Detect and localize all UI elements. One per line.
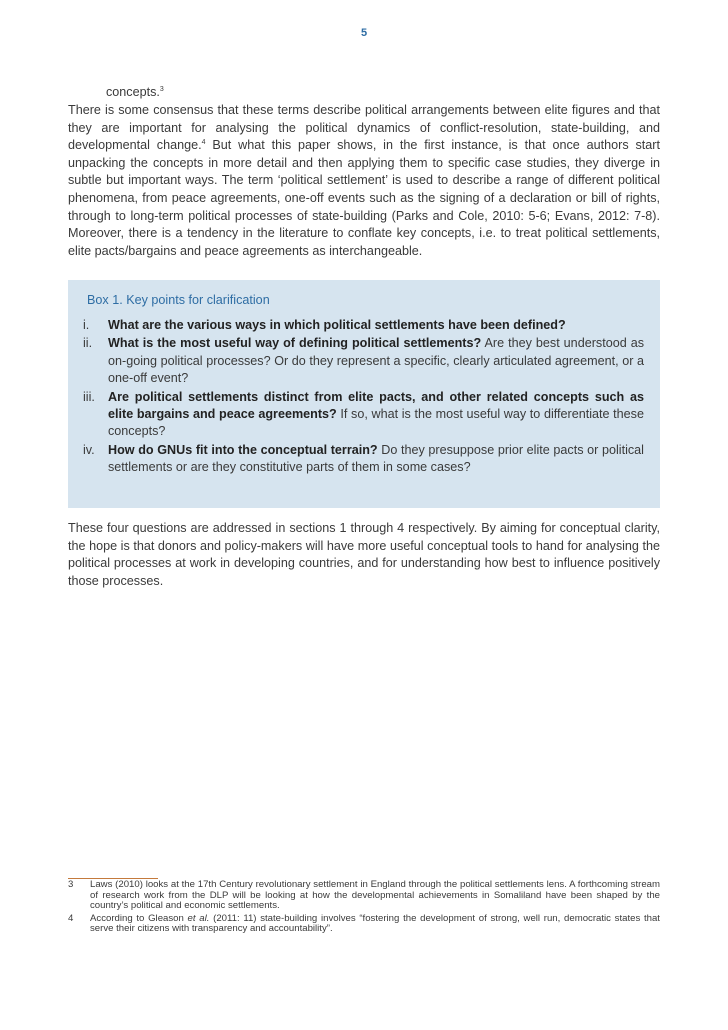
paragraph-intro-part2: But what this paper shows, in the first instance, is that once authors start unpacking the concepts in more detail and then applying them to specific case studies, they diverge in subtle but important ways. The term ‘political settlement’ is used to describe a range of different political phenomena, from peace agreements, one-off events such as the signing of a declaration or bill of rights, through to long-term political processes of state-building (Parks and Cole, 2010: 5-6; Evans, 2012: 7-8). Moreover, there is a tendency in the literature to conflate key concepts, i.e. to treat political settlements, elite pacts/bargains and peace agreements as interchangeable. [68, 138, 660, 258]
footnote-ref-3[interactable]: 3 [159, 85, 164, 93]
list-item [83, 317, 644, 334]
item-number: ii. [83, 336, 93, 351]
footnote-emphasis: et al. [187, 912, 210, 924]
list-item [83, 442, 644, 477]
list-item [83, 389, 644, 441]
footnote-text-end: (2011: 11) state-building involves “fostering the development of strong, well run, democratic states that serve their citizens with transparency and accountability”. [90, 912, 660, 935]
paragraph-questions: These four questions are addressed in sections 1 through 4 respectively. By aiming for conceptual clarity, the hope is that donors and policy-makers will have more useful conceptual tools to hand for analysing the political processes at work in developing countries, and for understanding how best to influence positively those processes. [68, 521, 660, 588]
key-points-list [83, 317, 644, 477]
item-question: How do GNUs fit into the conceptual terrain? [108, 442, 378, 457]
item-number: iv. [83, 442, 95, 457]
page-number: 5 [360, 27, 368, 39]
item-number: iii. [83, 389, 95, 404]
footnotes [68, 880, 660, 937]
key-points-box [68, 280, 660, 508]
footnote-number: 4 [68, 912, 74, 924]
footnote-ref-4[interactable]: 4 [201, 139, 206, 146]
box-title: Box 1. Key points for clarification [87, 293, 270, 307]
footnote-text: Laws (2010) looks at the 17th Century revolutionary settlement in England through the political settlements lens. A forthcoming stream of research work from the DLP will be looking at how the developmental achievements in Somaliland have been shaped by the country’s political and economic settlements. [90, 879, 660, 912]
paragraph-intro [68, 102, 660, 260]
list-item [83, 335, 644, 387]
item-question: What is the most useful way of defining political settlements? [108, 336, 482, 351]
item-text: Do they presuppose prior elite pacts or political settlements or are they constitutive parts of them in some cases? [108, 442, 644, 475]
carry-over-text [106, 84, 164, 102]
item-question: What are the various ways in which political settlements have been defined? [108, 318, 566, 332]
footnote-text: According to Gleason [90, 912, 188, 924]
item-text: If so, what is the most useful way to differentiate these concepts? [108, 407, 644, 439]
item-text: Are they best understood as on-going political processes? Or do they represent a specific, clearly articulated agreement, or a one-off event? [108, 336, 644, 386]
carry-over-word: concepts. [106, 85, 160, 99]
item-question: Are political settlements distinct from elite pacts, and other related concepts such as elite bargains and peace agreements? [108, 389, 644, 422]
footnote-3 [68, 880, 660, 912]
footnote-4 [68, 914, 660, 935]
paragraph-intro-part1: There is some consensus that these terms describe political arrangements between elite figures and that they are important for analysing the political dynamics of conflict-resolution, state-building, and developmental change. [68, 103, 660, 153]
footnote-number: 3 [68, 879, 74, 890]
item-number: i. [83, 318, 90, 332]
